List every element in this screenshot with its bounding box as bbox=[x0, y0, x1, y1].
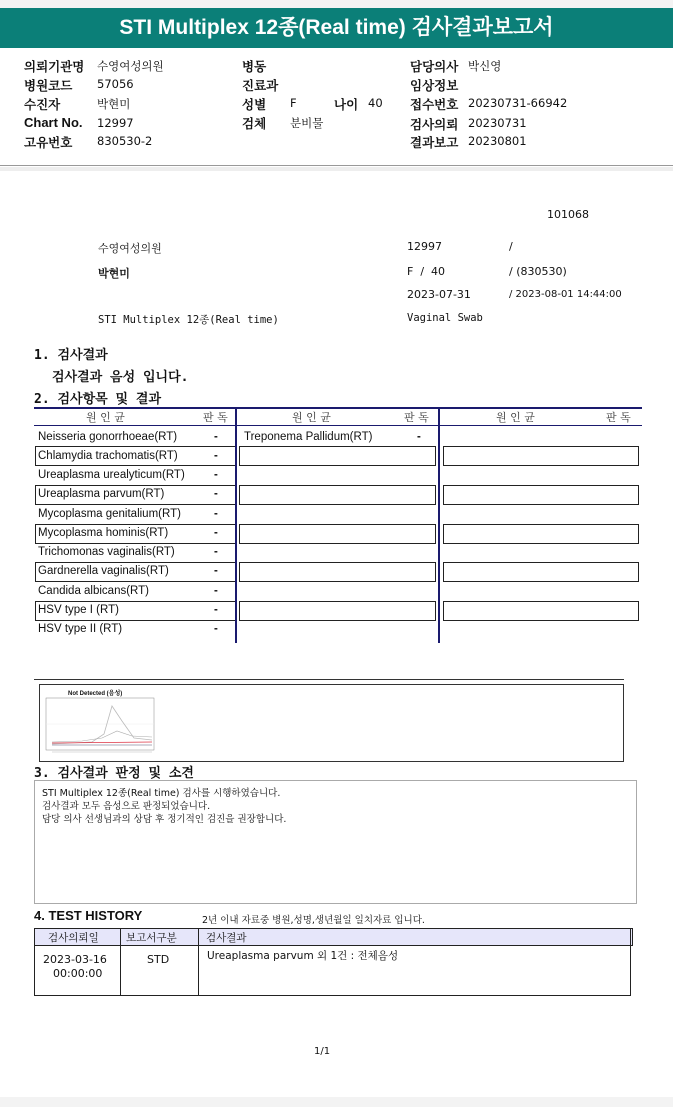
pathogen-name: Mycoplasma hominis(RT) bbox=[38, 527, 169, 539]
pathogen-result: - bbox=[214, 623, 218, 635]
unique-label: 고유번호 bbox=[24, 135, 73, 150]
age-label: 나이 bbox=[334, 97, 359, 112]
sex-value: F bbox=[290, 96, 297, 110]
hospital-code-label: 병원코드 bbox=[24, 78, 73, 93]
pathogen-result: - bbox=[214, 488, 218, 500]
pathogen-name: Gardnerella vaginalis(RT) bbox=[38, 565, 169, 577]
history-header-row bbox=[34, 928, 633, 946]
pathogen-name: Trichomonas vaginalis(RT) bbox=[38, 546, 175, 558]
ward-label: 병동 bbox=[242, 59, 267, 74]
header-divider bbox=[0, 165, 673, 166]
pathogen-name: Mycoplasma genitalium(RT) bbox=[38, 508, 181, 520]
empty-cell bbox=[443, 524, 639, 544]
opinion-line: 검사결과 모두 음성으로 판정되었습니다. bbox=[42, 801, 211, 812]
col2-pathogen-header: 원 인 균 bbox=[292, 411, 331, 424]
history-result: Ureaplasma parvum 외 1건 : 전체음성 bbox=[207, 950, 399, 962]
info-sex-age: F / 40 bbox=[407, 265, 446, 278]
graph-top-rule bbox=[34, 679, 624, 680]
pathogen-result: - bbox=[214, 585, 218, 597]
section4-note: 2년 이내 자료중 병원,성명,생년월일 일치자료 입니다. bbox=[202, 915, 425, 926]
report-code: 101068 bbox=[547, 208, 589, 221]
request-value: 20230731 bbox=[468, 116, 527, 130]
clinical-label: 임상정보 bbox=[410, 78, 459, 93]
bottom-strip bbox=[0, 1097, 673, 1107]
pathogen-result: - bbox=[214, 469, 218, 481]
receipt-value: 20230731-66942 bbox=[468, 96, 568, 110]
col1-judge-header: 판 독 bbox=[203, 411, 228, 424]
pathogen-name: Treponema Pallidum(RT) bbox=[244, 431, 373, 443]
pathogen-name: Neisseria gonorrhoeae(RT) bbox=[38, 431, 178, 443]
col1-pathogen-header: 원 인 균 bbox=[86, 411, 125, 424]
pathogen-result: - bbox=[214, 546, 218, 558]
column-divider-2 bbox=[438, 407, 440, 643]
history-type: STD bbox=[147, 953, 170, 966]
column-divider-1 bbox=[235, 407, 237, 643]
info-birth: / (830530) bbox=[509, 265, 567, 278]
page-number: 1/1 bbox=[314, 1046, 331, 1057]
empty-cell bbox=[239, 601, 436, 621]
request-label: 검사의뢰 bbox=[410, 117, 459, 132]
pathogen-name: HSV type I (RT) bbox=[38, 604, 119, 616]
empty-cell bbox=[443, 601, 639, 621]
hospital-code-value: 57056 bbox=[97, 77, 134, 91]
report-label: 결과보고 bbox=[410, 135, 459, 150]
institution-value: 수영여성의원 bbox=[97, 59, 164, 73]
opinion-line: 담당 의사 선생님과의 상담 후 정기적인 검진을 권장합니다. bbox=[42, 814, 287, 825]
doctor-value: 박신영 bbox=[468, 59, 502, 73]
info-institution: 수영여성의원 bbox=[98, 242, 162, 255]
empty-cell bbox=[443, 485, 639, 505]
info-collect-date: 2023-07-31 bbox=[407, 288, 471, 301]
patient-value: 박현미 bbox=[97, 97, 131, 111]
pathogen-result: - bbox=[214, 604, 218, 616]
pathogen-name: Chlamydia trachomatis(RT) bbox=[38, 450, 178, 462]
section2-title: 2. 검사항목 및 결과 bbox=[34, 392, 162, 407]
patient-label: 수진자 bbox=[24, 97, 61, 112]
col3-pathogen-header: 원 인 균 bbox=[496, 411, 535, 424]
report-title: STI Multiplex 12종(Real time) 검사결과보고서 bbox=[0, 8, 673, 48]
sex-label: 성별 bbox=[242, 97, 267, 112]
col2-judge-header: 판 독 bbox=[404, 411, 429, 424]
section3-title: 3. 검사결과 판정 및 소견 bbox=[34, 766, 194, 781]
unique-value: 830530-2 bbox=[97, 134, 153, 148]
history-divider bbox=[198, 928, 199, 996]
dept-label: 진료과 bbox=[242, 78, 279, 93]
pathogen-result: - bbox=[214, 508, 218, 520]
info-report-datetime: / 2023-08-01 14:44:00 bbox=[509, 289, 622, 300]
age-value: 40 bbox=[368, 96, 383, 110]
pathogen-name: Ureaplasma parvum(RT) bbox=[38, 488, 165, 500]
empty-cell bbox=[239, 524, 436, 544]
report-value: 20230801 bbox=[468, 134, 527, 148]
doctor-label: 담당의사 bbox=[410, 59, 459, 74]
history-col-type: 보고서구분 bbox=[126, 932, 177, 944]
col3-judge-header: 판 독 bbox=[606, 411, 631, 424]
history-col-date: 검사의뢰일 bbox=[48, 932, 99, 944]
history-border bbox=[630, 928, 631, 996]
receipt-label: 접수번호 bbox=[410, 97, 459, 112]
pathogen-result: - bbox=[214, 565, 218, 577]
pathogen-result: - bbox=[214, 450, 218, 462]
specimen-label: 검체 bbox=[242, 116, 267, 131]
section1-result: 검사결과 음성 입니다. bbox=[52, 370, 189, 385]
pathogen-name: HSV type II (RT) bbox=[38, 623, 123, 635]
info-sample: Vaginal Swab bbox=[407, 312, 483, 324]
pathogen-result: - bbox=[417, 431, 421, 443]
header-shadow bbox=[0, 167, 673, 171]
history-col-result: 검사결과 bbox=[206, 932, 247, 944]
chart-label: Chart No. bbox=[24, 115, 83, 130]
table-head-rule bbox=[34, 425, 642, 426]
pathogen-result: - bbox=[214, 431, 218, 443]
info-chart: 12997 bbox=[407, 240, 442, 253]
amplification-curve-thumbnail bbox=[42, 696, 158, 758]
pathogen-name: Candida albicans(RT) bbox=[38, 585, 150, 597]
institution-label: 의뢰기관명 bbox=[24, 59, 85, 74]
graph-title: Not Detected (음성) bbox=[68, 691, 123, 697]
info-test-name: STI Multiplex 12종(Real time) bbox=[98, 314, 279, 326]
table-top-rule bbox=[34, 407, 642, 409]
info-name: 박현미 bbox=[98, 267, 130, 280]
specimen-value: 분비물 bbox=[290, 116, 324, 130]
section1-title: 1. 검사결과 bbox=[34, 348, 108, 363]
empty-cell bbox=[239, 562, 436, 582]
top-strip bbox=[0, 0, 673, 8]
empty-cell bbox=[239, 485, 436, 505]
empty-cell bbox=[443, 446, 639, 466]
history-border bbox=[34, 928, 35, 996]
info-slash: / bbox=[509, 240, 513, 253]
opinion-line: STI Multiplex 12종(Real time) 검사를 시행하였습니다. bbox=[42, 788, 281, 799]
history-date: 2023-03-16 bbox=[43, 953, 107, 966]
history-time: 00:00:00 bbox=[53, 967, 103, 980]
section4-title: 4. TEST HISTORY bbox=[34, 908, 143, 923]
chart-value: 12997 bbox=[97, 116, 134, 130]
history-divider bbox=[120, 928, 121, 996]
pathogen-name: Ureaplasma urealyticum(RT) bbox=[38, 469, 185, 481]
empty-cell bbox=[239, 446, 436, 466]
history-bottom bbox=[34, 995, 631, 996]
pathogen-result: - bbox=[214, 527, 218, 539]
empty-cell bbox=[443, 562, 639, 582]
